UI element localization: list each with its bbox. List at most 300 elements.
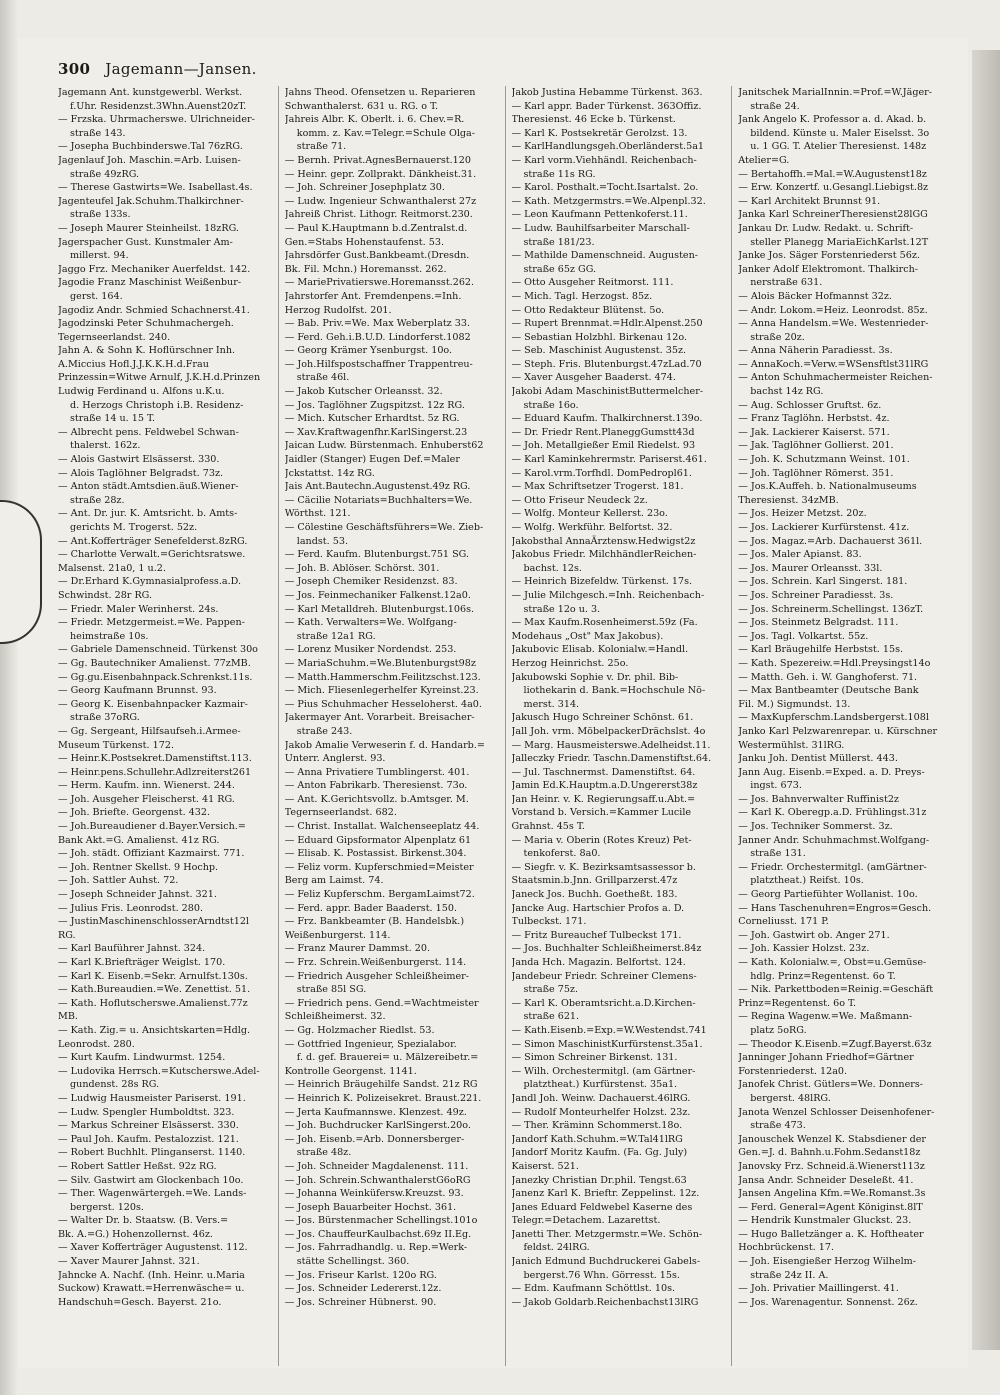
directory-entry: — Eduard Kaufm. Thalkirchnerst.139o.	[511, 413, 703, 425]
directory-entry: Janota Wenzel Schlosser Deisenhofener-	[738, 1106, 935, 1118]
directory-entry: — Julie Milchgesch.=Inh. Reichenbach-	[511, 589, 705, 601]
directory-entry: Malsenst. 21a0, 1 u.2.	[58, 562, 166, 574]
directory-entry: straße 49zRG.	[70, 168, 140, 180]
directory-entry: — Jul. Taschnermst. Damenstiftst. 64.	[511, 766, 696, 778]
directory-entry: — JustinMaschinenschlosserArndtst12l	[58, 916, 249, 928]
directory-entry: Tegernseerlandst. 240.	[58, 331, 171, 343]
directory-entry: — Anna Näherin Paradiesst. 3s.	[738, 345, 893, 357]
directory-entry: RG.	[58, 929, 76, 941]
directory-entry: — Ludw. Spengler Humboldtst. 323.	[58, 1106, 235, 1118]
directory-entry: straße 181/23.	[523, 236, 595, 248]
directory-entry: Jansa Andr. Schneider Deseleßt. 41.	[738, 1174, 914, 1186]
directory-entry: — Karol.vrm.Torfhdl. DomPedropl61.	[511, 467, 692, 479]
directory-entry: Modehaus „Ost" Max Jakobus).	[511, 630, 664, 642]
directory-entry: Staatsmin.b.Jnn. Grillparzerst.47z	[511, 875, 678, 887]
directory-entry: — Max Schriftsetzer Trogerst. 181.	[511, 481, 684, 493]
directory-entry: Unterr. Anglerst. 93.	[284, 753, 386, 765]
directory-entry: straße 71.	[296, 141, 347, 153]
directory-entry: — Kath. Metzgermstrs.=We.Alpenpl.32.	[511, 195, 706, 207]
directory-entry: — Otto Redakteur Blütenst. 5o.	[511, 304, 665, 316]
directory-entry: — Joh. städt. Offiziant Kazmairst. 771.	[58, 848, 245, 860]
directory-entry: — Gottfried Ingenieur, Spezialabor.	[284, 1038, 457, 1050]
directory-entry: — Georg Krämer Ysenburgst. 10o.	[284, 345, 453, 357]
directory-entry: — Joh. Schneider Magdalenenst. 111.	[284, 1160, 469, 1172]
directory-entry: — Kath. Zig.= u. Ansichtskarten=Hdlg.	[58, 1024, 251, 1036]
directory-entry: A.Miccius Hofl.J.J.K.K.H.d.Frau	[58, 358, 209, 370]
directory-entry: Janetti Ther. Metzgermstr.=We. Schön-	[511, 1228, 703, 1240]
directory-entry: — Hendrik Kunstmaler Gluckst. 23.	[738, 1215, 912, 1227]
directory-entry: — Joh. B. Ablöser. Schörst. 301.	[284, 562, 440, 574]
directory-entry: — Karl Kaminkehrermstr. Pariserst.461.	[511, 454, 707, 466]
page-clip-mark	[0, 500, 42, 644]
directory-entry: — Albrecht pens. Feldwebel Schwan-	[58, 426, 239, 438]
directory-entry: — Mathilde Damenschneid. Augusten-	[511, 250, 699, 262]
directory-entry: — Gg. Holzmacher Riedlst. 53.	[284, 1024, 435, 1036]
directory-entry: — Gg. Bautechniker Amalienst. 77zMB.	[58, 657, 251, 669]
directory-entry: thalerst. 162z.	[70, 440, 141, 452]
directory-entry: — Jos.K.Auffeh. b. Nationalmuseums	[738, 481, 917, 493]
directory-entry: Herzog Heinrichst. 25o.	[511, 657, 629, 669]
directory-entry: Janofek Christ. Gütlers=We. Donners-	[738, 1079, 924, 1091]
directory-entry: — Jos. Bahnverwalter Ruffinist2z	[738, 793, 899, 805]
directory-entry: — Frz. Schrein.Weißenburgerst. 114.	[284, 957, 467, 968]
directory-entry: straße 16o.	[523, 399, 579, 411]
directory-entry: straße 46l.	[296, 372, 350, 384]
directory-entry: Prinz=Regentenst. 6o T.	[738, 997, 857, 1009]
directory-entry: Schleißheimerst. 32.	[284, 1011, 386, 1023]
directory-entry: Janich Edmund Buchdruckerei Gabels-	[511, 1256, 701, 1268]
directory-entry: Jandebeur Friedr. Schreiner Clemens-	[511, 970, 697, 982]
directory-entry: — Karl appr. Bader Türkenst. 363Offiz.	[511, 100, 702, 112]
directory-entry: Bank Akt.=G. Amalienst. 41z RG.	[58, 834, 220, 846]
directory-entry: — Seb. Maschinist Augustenst. 35z.	[511, 345, 687, 357]
directory-entry: — Steph. Fris. Blutenburgst.47zLad.70	[511, 358, 702, 370]
directory-entry: — Karl K. Postsekretär Gerolzst. 13.	[511, 127, 688, 139]
directory-entry: — Kath. Kolonialw.=, Obst=u.Gemüse-	[738, 957, 927, 968]
directory-entry: — Alois Bäcker Hofmannst 32z.	[738, 290, 892, 302]
directory-entry: Jakob Justina Hebamme Türkenst. 363.	[511, 87, 703, 98]
directory-entry: — Joh. Privatier Maillingerst. 41.	[738, 1283, 899, 1295]
directory-entry: — Fritz Bureauchef Tulbeckst 171.	[511, 929, 682, 941]
directory-entry: — Heinr.pens.Schullehr.Adlzreiterst261	[58, 766, 252, 778]
column-3	[512, 86, 733, 1366]
directory-entry: straße 24.	[750, 100, 800, 112]
directory-entry: heimstraße 10s.	[70, 630, 149, 642]
directory-entry: — Matth.Hammerschm.Feilitzschst.123.	[284, 671, 481, 683]
directory-entry: straße 65z GG.	[523, 263, 597, 275]
directory-entry: Tulbeckst. 171.	[511, 916, 587, 928]
directory-entry: f.Uhr. Residenzst.3Whn.Auenst20zT.	[70, 100, 247, 112]
directory-entry: — Heinrich K. Polizeisekret. Braust.221.	[284, 1092, 482, 1104]
directory-entry: — Kath. Verwalters=We. Wolfgang-	[284, 617, 457, 629]
directory-entry: straße 48z.	[296, 1147, 352, 1159]
directory-entry: — Bertahoffh.=Mal.=W.Augustenst18z	[738, 168, 927, 180]
directory-entry: Jalleczky Friedr. Taschn.Damenstiftst.64.	[511, 753, 712, 765]
directory-entry: — Joseph Bauarbeiter Hochst. 361.	[284, 1201, 457, 1213]
directory-entry: — Jos. Taglöhner Zugspitzst. 12z RG.	[284, 399, 465, 411]
directory-entry: straße 131.	[750, 848, 806, 860]
directory-entry: Jakobi Adam MaschinistButtermelcher-	[511, 386, 704, 398]
directory-entry: Atelier=G.	[738, 154, 790, 166]
directory-entry: Leonrodst. 280.	[58, 1038, 135, 1050]
directory-entry: — Hugo Balletzänger a. K. Hoftheater	[738, 1228, 924, 1240]
directory-entry: — Friedr. Maler Werinherst. 24s.	[58, 603, 219, 615]
directory-entry: — Jak. Lackierer Kaiserst. 571.	[738, 426, 890, 438]
directory-entry: Janko Karl Pelzwarenrepar. u. Kürschner	[738, 725, 938, 737]
directory-entry: bachst 14z RG.	[750, 386, 824, 398]
directory-entry: — Mich. Kutscher Erhardtst. 5z RG.	[284, 413, 460, 425]
directory-entry: — Georg K. Eisenbahnpacker Kazmair-	[58, 698, 248, 710]
directory-entry: Jais Ant.Bautechn.Augustenst.49z RG.	[284, 481, 471, 493]
directory-entry: platztheat.) Reifst. 10s.	[750, 875, 864, 887]
directory-entry: straße 243.	[296, 725, 353, 737]
directory-entry: Weißenburgerst. 114.	[284, 929, 391, 941]
directory-entry: — Frz. Bankbeamter (B. Handelsbk.)	[284, 916, 465, 928]
page-number: 300	[58, 60, 91, 78]
directory-entry: — Joh. K. Schutzmann Weinst. 101.	[738, 454, 910, 466]
directory-entry: Gen.=J. d. Bahnh.u.Fohm.Sedanst18z	[738, 1147, 921, 1159]
directory-entry: — Xaver Ausgeher Baaderst. 474.	[511, 372, 676, 384]
directory-entry: — Christ. Installat. Walchenseeplatz 44.	[284, 821, 480, 833]
directory-entry: bergerst. 120s.	[70, 1201, 144, 1213]
directory-entry: u. 1 GG. T. Atelier Theresienst. 148z	[750, 141, 927, 153]
directory-entry: — Friedr. Metzgermeist.=We. Pappen-	[58, 617, 245, 629]
directory-entry: — Jos. Schneider Ledererst.12z.	[284, 1283, 442, 1295]
directory-entry: — Karl K. Eisenb.=Sekr. Arnulfst.130s.	[58, 970, 248, 982]
directory-entry: Kontrolle Georgenst. 1141.	[284, 1065, 417, 1077]
directory-entry: — Joh. Schrein.SchwanthalerstG6oRG	[284, 1174, 471, 1186]
directory-entry: bergerst.76 Whn. Görresst. 15s.	[523, 1269, 680, 1281]
directory-entry: Janku Joh. Dentist Müllerst. 443.	[738, 753, 898, 765]
directory-entry: — Ferd. General=Agent Königinst.8lT	[738, 1201, 923, 1213]
directory-entry: straße 143.	[70, 127, 126, 139]
directory-entry: Jakobsthal AnnaÄrztensw.Hedwigst2z	[511, 535, 696, 547]
directory-entry: — Eduard Gipsformator Alpenplatz 61	[284, 834, 472, 846]
directory-entry: Janninger Johann Friedhof=Gärtner	[738, 1052, 914, 1064]
directory-entry: — Jos. Bürstenmacher Schellingst.101o	[284, 1215, 478, 1227]
directory-entry: Janda Hch. Magazin. Belfortst. 124.	[511, 957, 686, 968]
directory-entry: d. Herzogs Christoph i.B. Residenz-	[70, 399, 244, 411]
directory-entry: Westermühlst. 31lRG.	[738, 739, 845, 751]
directory-entry: straße 473.	[750, 1120, 806, 1132]
directory-entry: — Jos. Steinmetz Belgradst. 111.	[738, 617, 899, 629]
directory-entry: — Xav.Kraftwagenfhr.KarlSingerst.23	[284, 426, 468, 438]
directory-entry: — Jos. Maurer Orleansst. 33l.	[738, 562, 883, 574]
directory-entry: Theresienst. 34zMB.	[738, 494, 839, 506]
directory-entry: Janke Jos. Säger Forstenriederst 56z.	[738, 250, 920, 262]
directory-entry: — Jos. Techniker Sommerst. 3z.	[738, 821, 893, 833]
directory-entry: Janes Eduard Feldwebel Kaserne des	[511, 1201, 693, 1213]
directory-entry: Jahns Theod. Ofensetzen u. Reparieren	[284, 87, 476, 98]
directory-entry: — Ther. Wagenwärtergeh.=We. Lands-	[58, 1188, 247, 1200]
directory-entry: — Joh. Kassier Holzst. 23z.	[738, 943, 870, 955]
directory-entry: straße 75z.	[523, 984, 579, 996]
directory-entry: — Jakob Goldarb.Reichenbachst13lRG	[511, 1296, 699, 1308]
directory-entry: Jaican Ludw. Bürstenmach. Enhuberst62	[284, 440, 484, 452]
directory-entry: — Jos. Magaz.=Arb. Dachauerst 361l.	[738, 535, 923, 547]
directory-entry: Kaiserst. 521.	[511, 1160, 579, 1172]
directory-entry: — Ludovika Herrsch.=Kutscherswe.Adel-	[58, 1065, 260, 1077]
directory-entry: hdlg. Prinz=Regentenst. 6o T.	[750, 970, 896, 982]
directory-entry: Jancke Aug. Hartschier Profos a. D.	[511, 902, 685, 914]
directory-entry: — Markus Schreiner Elsässerst. 330.	[58, 1120, 239, 1132]
directory-entry: — Kurt Kaufm. Lindwurmst. 1254.	[58, 1052, 226, 1064]
directory-entry: — Ther. Kräminn Schommerst.18o.	[511, 1120, 683, 1132]
directory-entry: — Joh.Hilfspostschaffner Trappentreu-	[284, 358, 473, 370]
directory-entry: straße 14 u. 15 T.	[70, 413, 156, 425]
directory-entry: Jaggo Frz. Mechaniker Auerfeldst. 142.	[58, 263, 251, 275]
directory-entry: straße 12a1 RG.	[296, 630, 376, 642]
directory-entry: — Heinrich Bräugehilfe Sandst. 21z RG	[284, 1079, 478, 1091]
directory-entry: — Jos. Schreiner Hübnerst. 90.	[284, 1296, 437, 1308]
directory-entry: — Jos. Schrein. Karl Singerst. 181.	[738, 576, 908, 588]
directory-entry: — Karl vorm.Viehhändl. Reichenbach-	[511, 154, 697, 166]
directory-entry: — Erw. Konzertf. u.Gesangl.Liebigst.8z	[738, 182, 929, 194]
directory-entry: Berg am Laimst. 74.	[284, 875, 384, 887]
directory-entry: — Johanna Weinküfersw.Kreuzst. 93.	[284, 1188, 464, 1200]
directory-entry: — Jos. ChauffeurKaulbachst.69z II.Eg.	[284, 1228, 472, 1240]
directory-entry: — Gabriele Damenschneid. Türkenst 30o	[58, 644, 258, 656]
directory-entry: — Rupert Brennmat.=Hdlr.Alpenst.250	[511, 318, 703, 330]
directory-entry: komm. z. Kav.=Telegr.=Schule Olga-	[296, 127, 476, 139]
directory-entry: Jandorf Moritz Kaufm. (Fa. Gg. July)	[511, 1147, 688, 1159]
directory-entry: — Karl Bauführer Jahnst. 324.	[58, 943, 206, 955]
directory-entry: straße 37oRG.	[70, 712, 140, 724]
directory-entry: — Cäcilie Notariats=Buchhalters=We.	[284, 494, 473, 506]
directory-entry: — Aug. Schlosser Gruftst. 6z.	[738, 399, 882, 411]
directory-entry: Jagenlauf Joh. Maschin.=Arb. Luisen-	[58, 154, 241, 166]
directory-entry: Tegernseerlandst. 682.	[284, 807, 397, 819]
directory-entry: — Nik. Parkettboden=Reinig.=Geschäft	[738, 984, 934, 996]
directory-entry: Jagemann Ant. kunstgewerbl. Werkst.	[58, 87, 243, 98]
directory-entry: Jakubovic Elisab. Kolonialw.=Handl.	[511, 644, 689, 656]
directory-entry: — Alois Gastwirt Elsässerst. 330.	[58, 454, 220, 466]
directory-entry: nerstraße 631.	[750, 277, 823, 289]
directory-entry: Jahreis Albr. K. Oberlt. i. 6. Chev.=R.	[284, 114, 465, 126]
directory-entry: — Jos. Warenagentur. Sonnenst. 26z.	[738, 1296, 918, 1308]
directory-entry: — Georg Partiefühter Wollanist. 10o.	[738, 889, 918, 901]
directory-entry: — Anton städt.Amtsdien.äuß.Wiener-	[58, 481, 239, 493]
directory-entry: — Paul Joh. Kaufm. Pestalozzist. 121.	[58, 1133, 239, 1145]
directory-entry: Janitschek MarialInnin.=Prof.=W.Jäger-	[738, 87, 932, 98]
directory-entry: Jakermayer Ant. Vorarbeit. Breisacher-	[284, 712, 475, 724]
directory-entry: millerst. 94.	[70, 250, 129, 262]
directory-entry: platztheat.) Kurfürstenst. 35a1.	[523, 1079, 678, 1091]
directory-entry: — Alois Taglöhner Belgradst. 73z.	[58, 467, 224, 479]
directory-entry: Jall Joh. vrm. MöbelpackerDrächslst. 4o	[511, 725, 706, 737]
directory-entry: — Jos. Buchhalter Schleißheimerst.84z	[511, 943, 702, 955]
directory-entry: Suckow) Krawatt.=Herrenwäsche= u.	[58, 1283, 245, 1295]
directory-entry: Janker Adolf Elektromont. Thalkirch-	[738, 263, 919, 275]
directory-entry: Jckstattst. 14z RG.	[284, 467, 375, 479]
directory-entry: straße 12o u. 3.	[523, 603, 601, 615]
directory-entry: bildend. Künste u. Maler Eiselsst. 3o	[750, 127, 930, 139]
directory-entry: — Julius Fris. Leonrodst. 280.	[58, 902, 204, 914]
directory-entry: — Jos. Schreinerm.Schellingst. 136zT.	[738, 603, 924, 615]
directory-entry: — Ant.Kofferträger Senefelderst.8zRG.	[58, 535, 248, 547]
directory-entry: — Simon Schreiner Birkenst. 131.	[511, 1052, 678, 1064]
directory-entry: — Kath. Hoflutscherswe.Amalienst.77z	[58, 997, 248, 1009]
directory-entry: Jagodiz Andr. Schmied Schachnerst.41.	[58, 304, 250, 316]
directory-entry: Jahrstorfer Ant. Fremdenpens.=Inh.	[284, 290, 462, 302]
column-1	[58, 86, 279, 1366]
directory-entry: — Cölestine Geschäftsführers=We. Zieb-	[284, 522, 484, 533]
directory-entry: — Ludw. Bauhilfsarbeiter Marschall-	[511, 222, 690, 234]
directory-entry: — Andr. Lokom.=Heiz. Leonrodst. 85z.	[738, 304, 928, 316]
directory-entry: Jaidler (Stanger) Eugen Def.=Maler	[284, 454, 460, 466]
directory-entry: — Sebastian Holzbhl. Birkenau 12o.	[511, 331, 687, 343]
directory-entry: Bk. A.=G.) Hohenzollernst. 46z.	[58, 1228, 213, 1240]
directory-entry: — Leon Kaufmann Pettenkoferst.11.	[511, 209, 688, 221]
column-4	[738, 86, 958, 1366]
directory-entry: — Jos. Maler Apianst. 83.	[738, 549, 862, 561]
directory-entry: — Karl Bräugehilfe Herbstst. 15s.	[738, 644, 904, 656]
directory-entry: — Silv. Gastwirt am Glockenbach 10o.	[58, 1174, 244, 1186]
directory-entry: gerichts M. Trogerst. 52z.	[70, 522, 198, 533]
directory-entry: Vorstand b. Versich.=Kammer Lucile	[511, 807, 692, 819]
column-2	[285, 86, 506, 1366]
directory-entry: — Heinrich Bizefeldw. Türkenst. 17s.	[511, 576, 693, 588]
directory-entry: — Bernh. Privat.AgnesBernauerst.120	[284, 154, 471, 166]
directory-entry: Bk. Fil. Mchn.) Horemansst. 262.	[284, 263, 447, 275]
directory-entry: — Friedr. Orchestermitgl. (amGärtner-	[738, 861, 927, 873]
directory-entry: — Jos. Fahrradhandlg. u. Rep.=Werk-	[284, 1242, 468, 1254]
directory-entry: — Heinr. gepr. Zollprakt. Dänkheist.31.	[284, 168, 477, 180]
directory-entry: Jandl Joh. Weinw. Dachauerst.46lRG.	[511, 1092, 691, 1104]
directory-entry: — Max Bantbeamter (Deutsche Bank	[738, 685, 919, 697]
directory-entry: Janka Karl SchreinerTheresienst28lGG	[738, 209, 928, 221]
directory-entry: — Therese Gastwirts=We. Isabellast.4s.	[58, 182, 253, 194]
directory-entry: gerst. 164.	[70, 290, 123, 302]
directory-entry: — Joseph Chemiker Residenzst. 83.	[284, 576, 458, 588]
directory-entry: Fil. M.) Sigmundst. 13.	[738, 698, 851, 710]
directory-entry: Jann Aug. Eisenb.=Exped. a. D. Preys-	[738, 766, 925, 778]
directory-entry: Museum Türkenst. 172.	[58, 739, 175, 751]
directory-entry: — Karl K. Oberamtsricht.a.D.Kirchen-	[511, 997, 696, 1009]
directory-entry: — Edm. Kaufmann Schöttlst. 10s.	[511, 1283, 676, 1295]
directory-entry: — Anna Handelsm.=We. Westenrieder-	[738, 318, 929, 330]
directory-entry: Herzog Rudolfst. 201.	[284, 304, 392, 316]
directory-entry: Handschuh=Gesch. Bayerst. 21o.	[58, 1296, 222, 1308]
directory-entry: — Walter Dr. b. Staatsw. (B. Vers.=	[58, 1215, 229, 1227]
directory-entry: — Joh. Briefte. Georgenst. 432.	[58, 807, 211, 819]
directory-columns	[58, 86, 958, 1366]
directory-entry: Jan Heinr. v. K. Regierungsaff.u.Abt.=	[511, 793, 696, 805]
directory-entry: — Franz Maurer Dammst. 20.	[284, 943, 431, 955]
directory-entry: straße 133s.	[70, 209, 131, 221]
adjacent-page-edge	[972, 50, 1000, 1350]
directory-entry: — Joh. Eisengießer Herzog Wilhelm-	[738, 1256, 916, 1268]
directory-entry: — Charlotte Verwalt.=Gerichtsratswe.	[58, 549, 246, 561]
directory-entry: — Theodor K.Eisenb.=Zugf.Bayerst.63z	[738, 1038, 932, 1050]
directory-entry: — Wolfg. Werkführ. Belfortst. 32.	[511, 522, 673, 533]
directory-entry: — Wolfg. Monteur Kellerst. 23o.	[511, 508, 668, 520]
directory-entry: — Rudolf Monteurhelfer Holzst. 23z.	[511, 1106, 691, 1118]
directory-entry: — Joh. Taglöhner Römerst. 351.	[738, 467, 894, 479]
directory-entry: Corneliusst. 171 P.	[738, 916, 829, 928]
directory-entry: — Joh. Ausgeher Fleischerst. 41 RG.	[58, 793, 235, 805]
directory-entry: — Kath.Bureaudien.=We. Zenettist. 51.	[58, 984, 251, 996]
directory-entry: bachst. 12s.	[523, 562, 582, 574]
directory-entry: — Hans Taschenuhren=Engros=Gesch.	[738, 902, 932, 914]
directory-entry: — Bab. Priv.=We. Max Weberplatz 33.	[284, 318, 471, 330]
directory-entry: — Anton Fabrikarb. Theresienst. 73o.	[284, 780, 468, 792]
directory-entry: — Simon MaschinistKurfürstenst.35a1.	[511, 1038, 703, 1050]
directory-entry: — Kath. Spezereiw.=Hdl.Preysingst14o	[738, 657, 931, 669]
directory-entry: Schwindst. 28r RG.	[58, 589, 153, 601]
directory-entry: — Ant. Dr. jur. K. Amtsricht. b. Amts-	[58, 508, 238, 520]
directory-entry: Jansen Angelina Kfm.=We.Romanst.3s	[738, 1188, 926, 1200]
directory-entry: straße 24z II. A.	[750, 1269, 829, 1281]
directory-entry: Jankau Dr. Ludw. Redakt. u. Schrift-	[738, 222, 914, 234]
directory-entry: — Wilh. Orchestermitgl. (am Gärtner-	[511, 1065, 696, 1077]
directory-entry: — Jak. Taglöhner Gollierst. 201.	[738, 440, 894, 452]
directory-entry: steller Planegg MariaEichKarlst.12T	[750, 236, 929, 248]
directory-entry: — Jos. Lackierer Kurfürstenst. 41z.	[738, 522, 910, 533]
directory-entry: — Karl Architekt Brunnst 91.	[738, 195, 881, 207]
directory-entry: — Matth. Geh. i. W. Ganghoferst. 71.	[738, 671, 918, 683]
page-spine-shadow	[0, 0, 18, 1395]
directory-entry: — KarlHandlungsgeh.Oberländerst.5a1	[511, 141, 705, 153]
directory-entry: Wörthst. 121.	[284, 508, 351, 520]
directory-entry: Jakobus Friedr. MilchhändlerReichen-	[511, 549, 697, 561]
directory-entry: merst. 314.	[523, 698, 580, 710]
directory-entry: — Jos. Feinmechaniker Falkenst.12a0.	[284, 589, 471, 601]
directory-entry: — Georg Kaufmann Brunnst. 93.	[58, 685, 217, 697]
directory-entry: Jahrsdörfer Gust.Bankbeamt.(Dresdn.	[284, 250, 470, 262]
directory-entry: straße 20z.	[750, 331, 805, 343]
directory-entry: Jakubowski Sophie v. Dr. phil. Bib-	[511, 671, 679, 683]
directory-entry: — Joh.Bureaudiener d.Bayer.Versich.=	[58, 821, 246, 833]
directory-entry: Jakusch Hugo Schreiner Schönst. 61.	[511, 712, 694, 724]
directory-entry: gundenst. 28s RG.	[70, 1079, 160, 1091]
directory-entry: — MariePrivatierswe.Horemansst.262.	[284, 277, 475, 289]
directory-entry: Gen.=Stabs Hohenstaufenst. 53.	[284, 236, 445, 248]
directory-entry: — Joh. Gastwirt ob. Anger 271.	[738, 929, 890, 941]
directory-entry: — Josepha Buchbinderswe.Tal 76zRG.	[58, 141, 243, 153]
directory-entry: Hochbrückenst. 17.	[738, 1242, 835, 1254]
directory-entry: — Frzska. Uhrmacherswe. Ulrichneider-	[58, 114, 255, 126]
directory-entry: stätte Schellingst. 360.	[296, 1256, 410, 1268]
directory-entry: — Ferd. appr. Bader Baaderst. 150.	[284, 902, 458, 914]
directory-entry: — Jakob Kutscher Orleansst. 32.	[284, 386, 443, 398]
directory-entry: — Lorenz Musiker Nordendst. 253.	[284, 644, 457, 656]
directory-entry: — Herm. Kaufm. inn. Wienerst. 244.	[58, 780, 235, 792]
directory-entry: — Anna Privatiere Tumblingerst. 401.	[284, 766, 470, 778]
directory-entry: f. d. gef. Brauerei= u. Mälzereibetr.=	[296, 1052, 479, 1064]
directory-entry: Jahreiß Christ. Lithogr. Reitmorst.230.	[284, 209, 473, 221]
directory-entry: Janovsky Frz. Schneid.ä.Wienerst113z	[738, 1160, 925, 1172]
directory-entry: — Siegfr. v. K. Bezirksamtsassessor b.	[511, 861, 696, 873]
directory-entry: — Robert Buchhlt. Plinganserst. 1140.	[58, 1147, 246, 1159]
directory-entry: Janeck Jos. Buchh. Goetheßt. 183.	[511, 889, 678, 901]
directory-entry: Janouschek Wenzel K. Stabsdiener der	[738, 1133, 927, 1145]
directory-entry: Jahn A. & Sohn K. Hoflürschner Inh.	[58, 345, 236, 357]
directory-entry: — Jos. Friseur Karlst. 120o RG.	[284, 1269, 437, 1281]
directory-entry: tenkoferst. 8a0.	[523, 848, 601, 860]
directory-entry: — Joseph Schneider Jahnst. 321.	[58, 889, 217, 901]
directory-entry: — Feliz Kupferschm. BergamLaimst72.	[284, 889, 475, 901]
directory-entry: — Dr.Erhard K.Gymnasialprofess.a.D.	[58, 576, 242, 588]
directory-entry: landst. 53.	[296, 535, 348, 547]
directory-entry: Ludwig Ferdinand u. Alfons u.K.u.	[58, 386, 225, 398]
directory-entry: — Anton Schuhmachermeister Reichen-	[738, 372, 933, 384]
directory-entry: — Jos. Schreiner Paradiesst. 3s.	[738, 589, 894, 601]
directory-entry: — Robert Sattler Heßst. 92z RG.	[58, 1160, 217, 1172]
directory-entry: — Karl Metalldreh. Blutenburgst.106s.	[284, 603, 475, 615]
directory-entry: — Ant. K.Gerichtsvollz. b.Amtsger. M.	[284, 793, 469, 805]
directory-entry: — MariaSchuhm.=We.Blutenburgst98z	[284, 657, 476, 669]
